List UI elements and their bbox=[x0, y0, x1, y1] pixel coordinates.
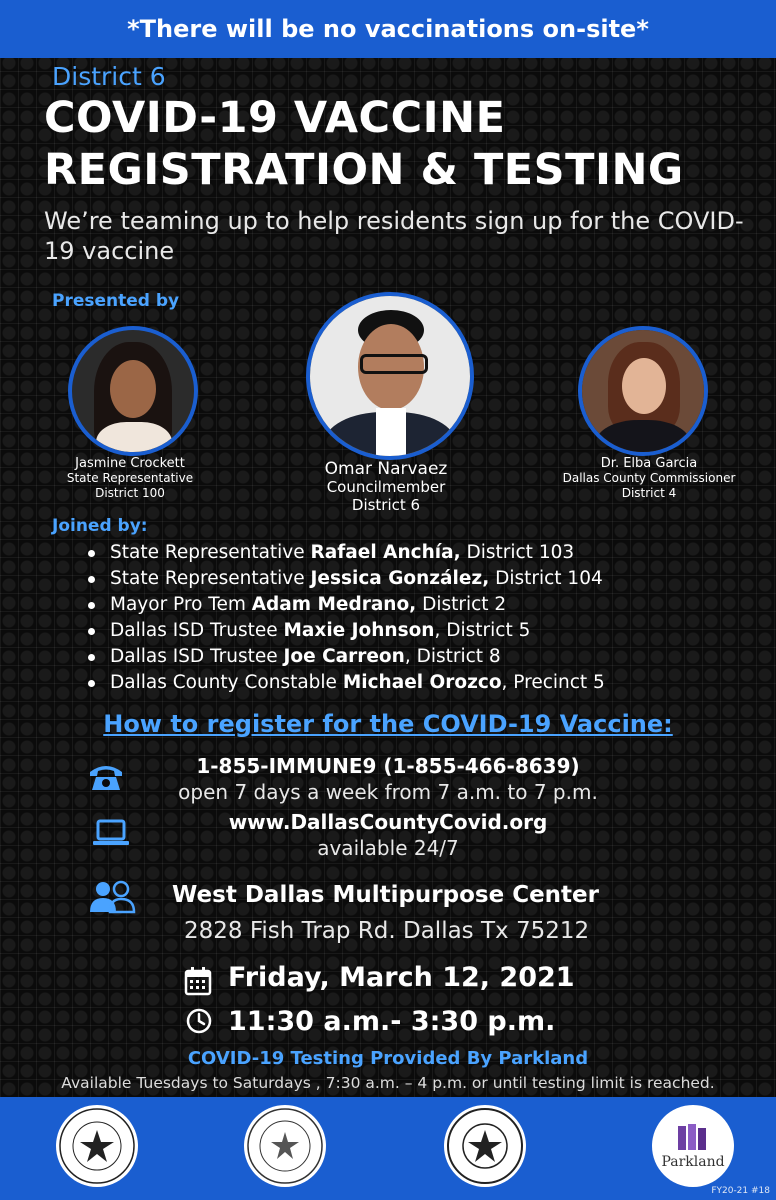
district-label: District 6 bbox=[52, 62, 166, 91]
person-name: Joe Carreon bbox=[283, 646, 405, 667]
footer-seals bbox=[0, 1097, 776, 1200]
role-text: State Representative bbox=[110, 542, 311, 563]
role-text: State Representative bbox=[110, 568, 311, 589]
testing-availability: Available Tuesdays to Saturdays , 7:30 a.m. – 4 p.m. or until testing limit is reached. bbox=[61, 1074, 715, 1092]
people-icon bbox=[88, 880, 136, 914]
testing-provider: COVID-19 Testing Provided By Parkland bbox=[187, 1048, 589, 1069]
website-hours: available 24/7 bbox=[317, 836, 459, 860]
district-text: District 104 bbox=[489, 568, 603, 589]
how-to-register-heading: How to register for the COVID-19 Vaccine: bbox=[103, 710, 673, 738]
list-item bbox=[88, 592, 605, 618]
calendar-icon bbox=[184, 966, 212, 996]
event-date: Friday, March 12, 2021 bbox=[228, 962, 575, 993]
parkland-wordmark: Parkland bbox=[661, 1154, 725, 1170]
presenter-district: District 6 bbox=[351, 496, 421, 514]
flyer-code: FY20-21 #18 bbox=[711, 1186, 770, 1196]
presenter-caption-crockett bbox=[40, 456, 220, 501]
presenter-photo-garcia bbox=[578, 326, 708, 456]
presenter-district: District 100 bbox=[95, 486, 165, 500]
clock-icon bbox=[186, 1008, 212, 1034]
person-name: Rafael Anchía, bbox=[310, 542, 461, 563]
shoulders-shape bbox=[96, 422, 172, 456]
venue-address: 2828 Fish Trap Rd. Dallas Tx 75212 bbox=[184, 918, 590, 944]
presenter-photo-narvaez bbox=[306, 292, 474, 460]
star-icon bbox=[244, 1105, 326, 1187]
presenter-name: Dr. Elba Garcia bbox=[600, 456, 698, 471]
list-item bbox=[88, 618, 605, 644]
joined-list bbox=[88, 540, 605, 696]
role-text: Dallas ISD Trustee bbox=[110, 646, 284, 667]
banner-text: *There will be no vaccinations on-site* bbox=[127, 15, 649, 43]
jacket-shape bbox=[596, 420, 690, 456]
role-text: Dallas ISD Trustee bbox=[110, 620, 284, 641]
face-shape bbox=[110, 360, 156, 418]
district-text: , District 8 bbox=[404, 646, 501, 667]
shirt-shape bbox=[376, 408, 406, 458]
presenter-name: Omar Narvaez bbox=[324, 459, 448, 479]
joined-by-label: Joined by: bbox=[52, 516, 148, 536]
district-text: District 2 bbox=[416, 594, 507, 615]
presenter-district: District 4 bbox=[621, 486, 677, 500]
role-text: Mayor Pro Tem bbox=[110, 594, 252, 615]
phone-hours: open 7 days a week from 7 a.m. to 7 p.m. bbox=[178, 780, 598, 804]
district-text: , District 5 bbox=[434, 620, 531, 641]
list-item bbox=[88, 540, 605, 566]
presenter-title: Councilmember bbox=[326, 478, 446, 496]
city-seal bbox=[444, 1105, 526, 1187]
person-name: Michael Orozco bbox=[342, 672, 502, 693]
phone-number[interactable]: 1-855-IMMUNE9 (1-855-466-8639) bbox=[196, 754, 580, 778]
role-text: Dallas County Constable bbox=[110, 672, 343, 693]
presenter-title: State Representative bbox=[66, 471, 194, 485]
star-icon bbox=[56, 1105, 138, 1187]
glasses-icon bbox=[360, 354, 428, 374]
district-text: , Precinct 5 bbox=[501, 672, 605, 693]
presenter-caption-garcia bbox=[546, 456, 752, 501]
county-seal bbox=[244, 1105, 326, 1187]
face-shape bbox=[622, 358, 666, 414]
presented-by-label: Presented by bbox=[52, 291, 180, 311]
venue-name: West Dallas Multipurpose Center bbox=[172, 882, 599, 908]
presenter-name: Jasmine Crockett bbox=[75, 456, 185, 471]
person-name: Adam Medrano, bbox=[251, 594, 417, 615]
top-banner bbox=[0, 0, 776, 58]
parkland-mark-icon bbox=[676, 1122, 710, 1152]
presenter-photo-crockett bbox=[68, 326, 198, 456]
subtitle: We’re teaming up to help residents sign up for the COVID-19 vaccine bbox=[44, 207, 744, 265]
list-item bbox=[88, 670, 605, 696]
star-icon bbox=[444, 1105, 526, 1187]
list-item bbox=[88, 566, 605, 592]
texas-seal bbox=[56, 1105, 138, 1187]
person-name: Maxie Johnson bbox=[283, 620, 435, 641]
presenter-title: Dallas County Commissioner bbox=[562, 471, 736, 485]
headline-line-2: REGISTRATION & TESTING bbox=[44, 145, 684, 195]
person-name: Jessica González, bbox=[310, 568, 490, 589]
headline-line-1: COVID-19 VACCINE bbox=[44, 93, 506, 143]
list-item bbox=[88, 644, 605, 670]
headline bbox=[44, 92, 684, 196]
district-text: District 103 bbox=[460, 542, 575, 563]
presenter-caption-narvaez bbox=[286, 460, 486, 514]
parkland-logo bbox=[652, 1105, 734, 1187]
website-url[interactable]: www.DallasCountyCovid.org bbox=[228, 810, 548, 834]
event-time: 11:30 a.m.- 3:30 p.m. bbox=[228, 1006, 556, 1037]
